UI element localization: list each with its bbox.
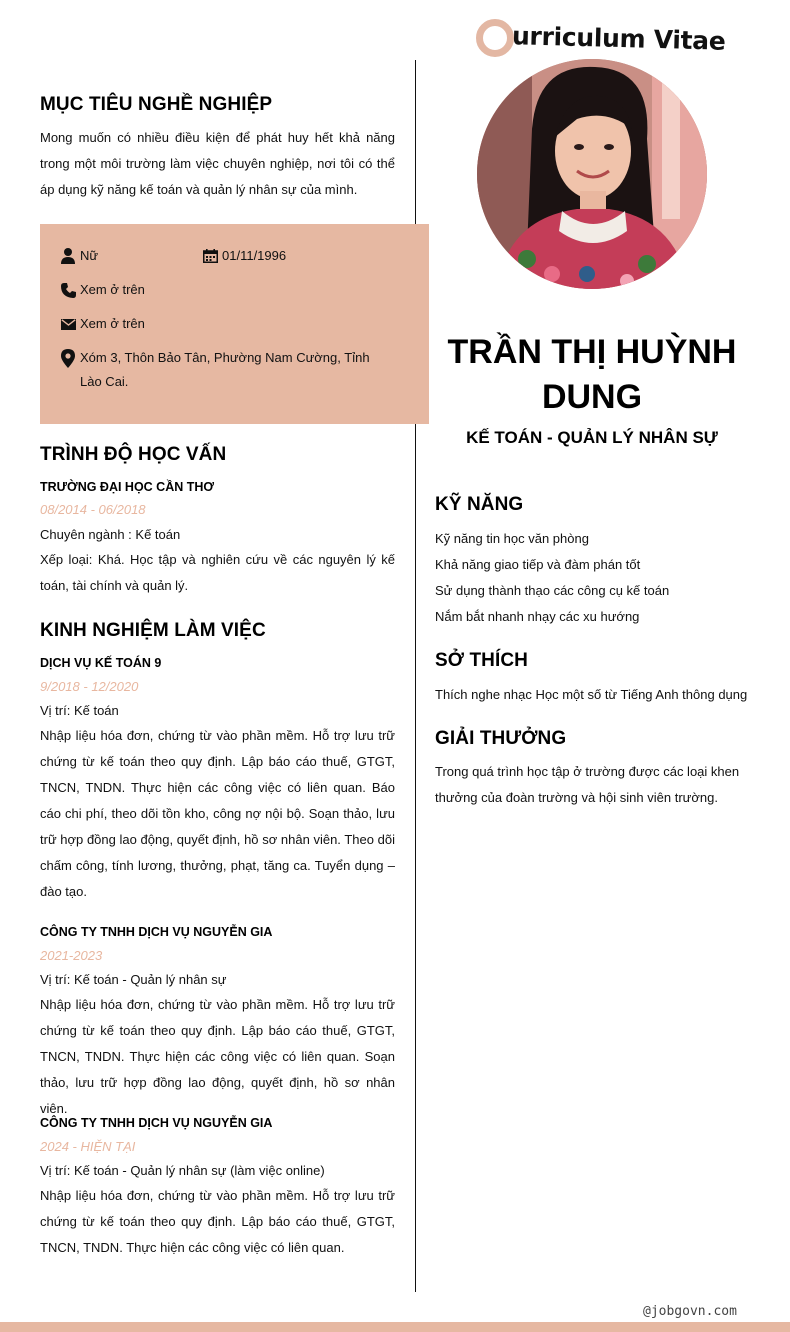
hobbies-title: SỞ THÍCH [435,650,529,671]
skill-item: Nắm bắt nhanh nhạy các xu hướng [435,609,640,624]
job-1-description: Nhập liệu hóa đơn, chứng từ vào phần mềm. Hỗ trợ lưu trữ chứng từ kế toán theo quy định. Lập báo cáo thuế, GTGT, TNCN, TNDN. Thực hiện các công việc có liên quan. Báo cáo chi phí, theo dõi tồn kho, công nợ nội bộ. Soạn thảo, lưu trữ hợp đồng lao động, quyết định, hồ sơ nhân viên. Theo dõi chấm công, tính lương, thưởng, phạt, tăng ca. Tuyển dụng – đào tạo. [40,728,395,899]
contact-email [60,312,145,336]
education-ranking: Xếp loại: Khá. Học tập và nghiên cứu về các nguyên lý kế toán, tài chính và quản lý. [40,552,395,593]
profile-photo-illustration [477,59,707,289]
candidate-name-line1: TRẦN THỊ HUỲNH [447,333,737,371]
contact-birthdate [202,244,286,268]
mail-icon [60,315,76,333]
contact-gender [60,244,98,268]
job-3-dates: 2024 - HIỆN TẠI [40,1139,136,1154]
footer-watermark: @jobgovn.com [643,1304,737,1319]
profile-photo [477,59,707,289]
education-major: Chuyên ngành : Kế toán [40,527,181,542]
education-title: TRÌNH ĐỘ HỌC VẤN [40,444,227,465]
hobbies-text: Thích nghe nhạc Học một số từ Tiếng Anh thông dụng [435,687,748,702]
candidate-name-line2: DUNG [541,378,643,416]
address-value: Xóm 3, Thôn Bảo Tân, Phường Nam Cường, Tỉnh Lào Cai. [80,350,370,389]
skill-item: Sử dụng thành thạo các công cụ kế toán [435,583,670,598]
education-dates: 08/2014 - 06/2018 [40,502,146,517]
job-2-company: CÔNG TY TNHH DỊCH VỤ NGUYỄN GIA [40,925,273,939]
candidate-name [432,330,752,420]
calendar-icon [202,247,218,265]
job-1-position: Vị trí: Kế toán [40,703,119,718]
contact-phone [60,278,145,302]
birthdate-value: 01/11/1996 [222,248,287,263]
cv-logo [476,18,726,58]
contact-address [60,346,390,394]
job-3-company: CÔNG TY TNHH DỊCH VỤ NGUYỄN GIA [40,1116,273,1130]
footer-bar [0,1322,790,1332]
logo-text: urriculum Vitae [511,20,726,56]
logo-circle-mark [476,19,514,57]
job-2-description: Nhập liệu hóa đơn, chứng từ vào phần mềm. Hỗ trợ lưu trữ chứng từ kế toán theo quy định. Lập báo cáo thuế, GTGT, TNCN, TNDN. Thực hiện các công việc có liên quan. Soạn thảo, lưu trữ hợp đồng lao động, quyết định, hồ sơ nhân viên. [40,997,395,1116]
awards-text: Trong quá trình học tập ở trường được các loại khen thưởng của đoàn trường và hội sinh viên trường. [435,764,740,805]
job-1-company: DỊCH VỤ KẾ TOÁN 9 [40,656,162,670]
phone-icon [60,281,76,299]
phone-value: Xem ở trên [80,282,145,297]
candidate-role: KẾ TOÁN - QUẢN LÝ NHÂN SỰ [466,428,718,447]
job-2-position: Vị trí: Kế toán - Quản lý nhân sự [40,972,227,987]
skills-title: KỸ NĂNG [435,494,524,515]
email-value: Xem ở trên [80,316,145,331]
job-2-dates: 2021-2023 [40,948,103,963]
awards-title: GIẢI THƯỞNG [435,728,567,749]
skill-item: Khả năng giao tiếp và đàm phán tốt [435,557,641,572]
gender-value: Nữ [80,248,99,263]
job-3-position: Vị trí: Kế toán - Quản lý nhân sự (làm việc online) [40,1163,325,1178]
location-icon [60,349,76,367]
experience-title: KINH NGHIỆM LÀM VIỆC [40,620,266,641]
person-icon [60,247,76,265]
objective-text: Mong muốn có nhiều điều kiện để phát huy hết khả năng trong một môi trường làm việc chuyên nghiệp, nơi tôi có thể áp dụng kỹ năng kế toán và quản lý nhân sự của mình. [40,130,395,197]
job-3-description: Nhập liệu hóa đơn, chứng từ vào phần mềm. Hỗ trợ lưu trữ chứng từ kế toán theo quy định. Lập báo cáo thuế, GTGT, TNCN, TNDN. Thực hiện các công việc có liên quan. [40,1188,395,1255]
education-school: TRƯỜNG ĐẠI HỌC CẦN THƠ [40,480,215,494]
job-1-dates: 9/2018 - 12/2020 [40,679,139,694]
contact-box [40,224,429,424]
objective-title: MỤC TIÊU NGHỀ NGHIỆP [40,94,273,115]
skill-item: Kỹ năng tin học văn phòng [435,531,589,546]
